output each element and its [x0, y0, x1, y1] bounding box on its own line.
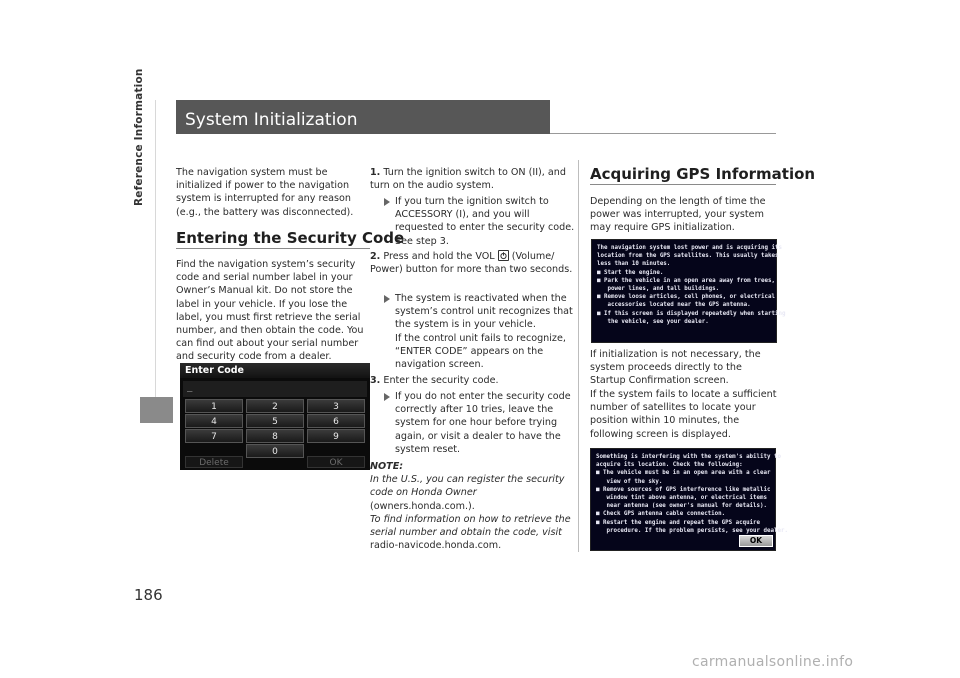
gps-after-paragraph-2: If the system fails to locate a sufficient number of satellites to locate your position within 10 minutes, the following screen is displayed.	[590, 389, 777, 440]
step-3-number: 3.	[370, 375, 381, 386]
note-block	[370, 460, 575, 552]
key-3[interactable]: 3	[307, 399, 365, 413]
step-arrow-icon	[384, 393, 390, 401]
step-1-sub	[395, 195, 575, 248]
key-0[interactable]: 0	[246, 444, 304, 458]
step-3	[370, 374, 575, 387]
gps-acquire-screen	[591, 239, 786, 343]
step-arrow-icon	[384, 198, 390, 206]
gps-heading: Acquiring GPS Information	[590, 165, 816, 183]
gps-ok-button[interactable]: OK	[739, 535, 773, 547]
key-8[interactable]: 8	[246, 429, 304, 443]
key-2[interactable]: 2	[246, 399, 304, 413]
step-2	[370, 249, 575, 276]
step-1	[370, 166, 575, 192]
side-section-label	[131, 0, 145, 430]
step-3-sub-text: If you do not enter the security code correctly after 10 tries, leave the system for one hour before trying again, or visit a dealer to have the system reset.	[395, 391, 571, 455]
note-link-2: radio-navicode.honda.com.	[370, 540, 502, 552]
key-9[interactable]: 9	[307, 429, 365, 443]
key-5[interactable]: 5	[246, 414, 304, 428]
side-divider	[155, 100, 156, 400]
side-section-label-text: Reference Information	[133, 68, 145, 206]
note-label: NOTE:	[370, 461, 404, 472]
step-2-text-after: (Volume/ Power) button for more than two seconds.	[370, 251, 573, 276]
gps-intro: Depending on the length of time the power was interrupted, your system may require GPS initialization.	[590, 196, 766, 234]
enter-code-screen	[180, 363, 370, 470]
key-6[interactable]: 6	[307, 414, 365, 428]
power-knob-icon	[498, 250, 509, 261]
column-divider	[578, 160, 579, 552]
note-line-1: In the U.S., you can register the security code on Honda Owner	[370, 474, 565, 499]
step-2-sub-text-2: If the control unit fails to recognize, “ENTER CODE” appears on the navigation screen.	[395, 332, 566, 371]
security-heading: Entering the Security Code	[176, 229, 405, 247]
side-tab-marker	[140, 397, 173, 423]
gps-interference-message: Something is interfering with the system's ability to acquire its location. Check the following: ■ The vehicle must be in an open area with a clear view of the sky. ■ Remove sources of GPS interference like metallic window tint above antenna, or electrical items near antenna (see owner's manual for details). ■ Check GPS antenna cable connection. ■ Restart the engine and repeat the GPS acquire procedure. If the problem persists, see your dealer.	[596, 454, 788, 534]
ok-button[interactable]: OK	[307, 456, 365, 468]
enter-code-title: Enter Code	[180, 363, 370, 378]
section-title: System Initialization	[185, 110, 358, 130]
page-number: 186	[134, 586, 163, 604]
step-arrow-icon	[384, 295, 390, 303]
code-input-field[interactable]: _	[183, 381, 367, 397]
security-body: Find the navigation system’s security code and serial number label in your Owner’s Manual kit. Do not store the label in your vehicle. If you lose the label, you must first retrieve the serial number, and then obtain the code. You can find out about your serial number and security code from a dealer.	[176, 259, 364, 363]
step-2-number: 2.	[370, 251, 381, 262]
step-2-sub	[395, 292, 575, 371]
gps-after-paragraph-1: If initialization is not necessary, the system proceeds directly to the Startup Confirmation screen.	[590, 349, 761, 387]
note-link-1: (owners.honda.com.).	[370, 500, 475, 512]
step-1-number: 1.	[370, 167, 381, 178]
banner-rule	[550, 133, 776, 134]
delete-button[interactable]: Delete	[185, 456, 243, 468]
watermark: carmanualsonline.info	[692, 654, 854, 670]
step-1-text: Turn the ignition switch to ON (II), and turn on the audio system.	[370, 167, 566, 192]
step-2-sub-text: The system is reactivated when the system’s control unit recognizes that the system is in your vehicle.	[395, 293, 573, 331]
step-2-text-before: Press and hold the VOL	[383, 251, 498, 262]
key-4[interactable]: 4	[185, 414, 243, 428]
step-3-text: Enter the security code.	[383, 375, 499, 386]
step-1-sub-text: If you turn the ignition switch to ACCESSORY (I), and you will requested to enter the security code. See step 3.	[395, 196, 575, 247]
intro-paragraph: The navigation system must be initialized if power to the navigation system is interrupted for any reason (e.g., the battery was disconnected).	[176, 167, 354, 218]
key-1[interactable]: 1	[185, 399, 243, 413]
gps-heading-rule	[590, 184, 776, 185]
gps-acquire-message: The navigation system lost power and is acquiring its location from the GPS satellites. This usually takes less than 10 minutes. ■ Start the engine. ■ Park the vehicle in an open area away from trees, power lines, and tall buildings. ■ Remove loose articles, cell phones, or electrical accessories located near the GPS antenna. ■ If this screen is displayed repeatedly when starting the vehicle, see your dealer.	[597, 245, 786, 325]
note-line-2: To find information on how to retrieve the serial number and obtain the code, visit	[370, 513, 571, 539]
step-3-sub	[395, 390, 575, 456]
key-7[interactable]: 7	[185, 429, 243, 443]
gps-interference-screen	[590, 448, 788, 551]
security-heading-rule	[176, 248, 370, 249]
